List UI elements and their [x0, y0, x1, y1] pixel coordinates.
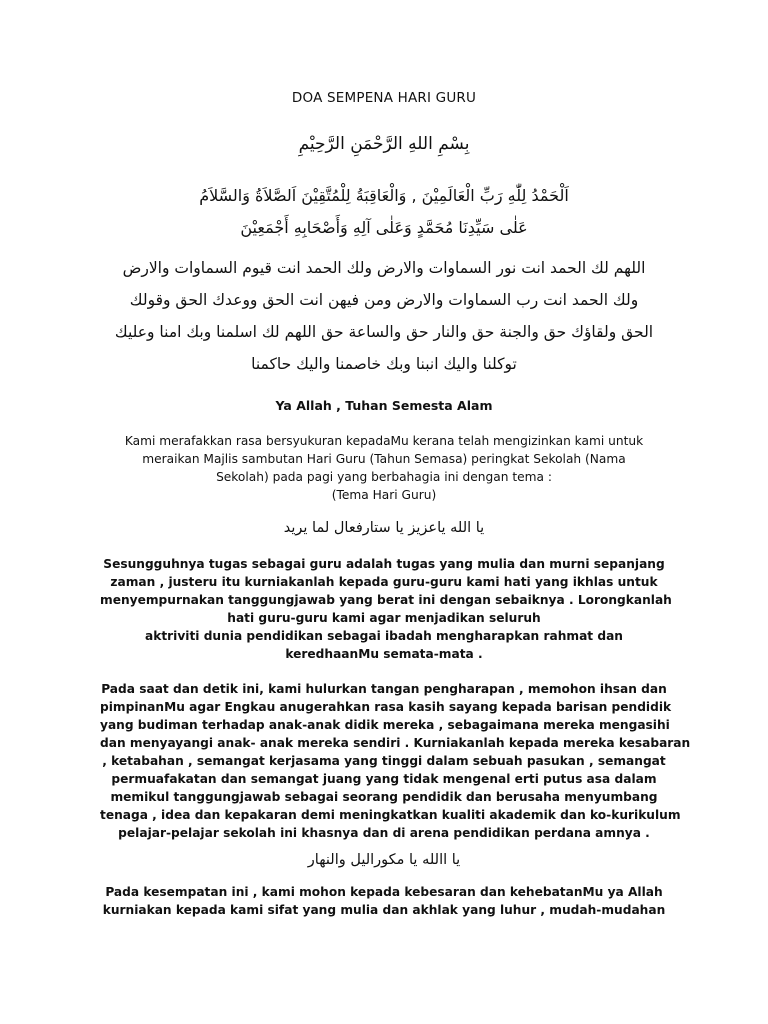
- paragraph-line: , ketabahan , semangat kerjasama yang tinggi dalam sebuah pasukan , semangat: [102, 754, 666, 768]
- paragraph-line: yang budiman terhadap anak-anak didik mereka , sebagaimana mereka mengasihi: [100, 718, 670, 732]
- arabic-prayer-paragraph: [0, 252, 768, 380]
- basmala: بِسْمِ اللهِ الرَّحْمَنِ الرَّحِيْمِ: [298, 134, 470, 154]
- arabic-prayer-line: اللهم لك الحمد انت نور السماوات والارض ولك الحمد انت قيوم السماوات والارض: [122, 259, 646, 277]
- paragraph-line: Kami merafakkan rasa bersyukuran kepadaMu kerana telah mengizinkan kami untuk: [124, 434, 644, 448]
- document-title: DOA SEMPENA HARI GURU: [291, 90, 477, 106]
- paragraph-line: kurniakan kepada kami sifat yang mulia dan akhlak yang luhur , mudah-mudahan: [102, 903, 666, 917]
- paragraph-line: memikul tanggungjawab sebagai seorang pendidik dan berusaha menyumbang: [110, 790, 658, 804]
- paragraph-1: [100, 432, 668, 504]
- paragraph-line: pelajar-pelajar sekolah ini khasnya dan di arena pendidikan perdana amnya .: [118, 826, 650, 840]
- paragraph-line: meraikan Majlis sambutan Hari Guru (Tahun Semasa) peringkat Sekolah (Nama: [142, 452, 626, 466]
- paragraph-line: Sekolah) pada pagi yang berbahagia ini dengan tema :: [216, 470, 552, 484]
- paragraph-line: Pada saat dan detik ini, kami hulurkan tangan pengharapan , memohon ihsan dan: [101, 682, 667, 696]
- paragraph-2: [100, 555, 672, 663]
- arabic-invocation-2: يا االله يا مكوراليل والنهار: [307, 852, 461, 868]
- paragraph-line: permuafakatan dan semangat juang yang tidak mengenal erti putus asa dalam: [111, 772, 657, 786]
- paragraph-line: hati guru-guru kami agar menjadikan seluruh: [227, 611, 541, 625]
- paragraph-line: Sesungguhnya tugas sebagai guru adalah tugas yang mulia dan murni sepanjang: [103, 557, 665, 571]
- paragraph-line: keredhaanMu semata-mata .: [285, 647, 483, 661]
- arabic-opening-line-1: اَلْحَمْدُ لِلّٰهِ رَبِّ الْعَالَمِيْنَ , وَالْعَاقِبَةُ لِلْمُتَّقِيْنَ اَلصَّلاَةُ وَالسَّلاَمُ: [199, 186, 569, 205]
- paragraph-4: [100, 883, 668, 919]
- arabic-invocation-1: يا الله ياعزيز يا ستارفعال لما يريد: [283, 520, 485, 536]
- paragraph-3: [100, 680, 691, 842]
- paragraph-line: aktriviti dunia pendidikan sebagai ibadah mengharapkan rahmat dan: [145, 629, 623, 643]
- arabic-opening-line-2: عَلٰى سَيِّدِنَا مُحَمَّدٍ وَعَلٰى آلِهِ وَأَصْحَابِهِ أَجْمَعِيْنَ: [240, 218, 528, 237]
- paragraph-line: (Tema Hari Guru): [331, 488, 437, 502]
- arabic-prayer-line: توكلنا واليك انبنا وبك خاصمنا واليك حاكمنا: [251, 355, 517, 373]
- paragraph-line: pimpinanMu agar Engkau anugerahkan rasa kasih sayang kepada barisan pendidik: [100, 700, 672, 714]
- paragraph-line: menyempurnakan tanggungjawab yang berat ini dengan sebaiknya . Lorongkanlah: [100, 593, 672, 607]
- ya-allah-heading: Ya Allah , Tuhan Semesta Alam: [275, 398, 493, 413]
- paragraph-line: zaman , justeru itu kurniakanlah kepada guru-guru kami hati yang ikhlas untuk: [110, 575, 658, 589]
- paragraph-line: dan menyayangi anak- anak mereka sendiri . Kurniakanlah kepada mereka kesabaran: [100, 736, 691, 750]
- paragraph-line: tenaga , idea dan kepakaran demi meningkatkan kualiti akademik dan ko-kurikulum: [100, 808, 681, 822]
- arabic-prayer-line: الحق ولقاؤك حق والجنة حق والنار حق والساعة حق اللهم لك اسلمنا وبك امنا وعليك: [114, 323, 654, 341]
- paragraph-line: Pada kesempatan ini , kami mohon kepada kebesaran dan kehebatanMu ya Allah: [105, 885, 663, 899]
- arabic-prayer-line: ولك الحمد انت رب السماوات والارض ومن فيهن انت الحق ووعدك الحق وقولك: [129, 291, 639, 309]
